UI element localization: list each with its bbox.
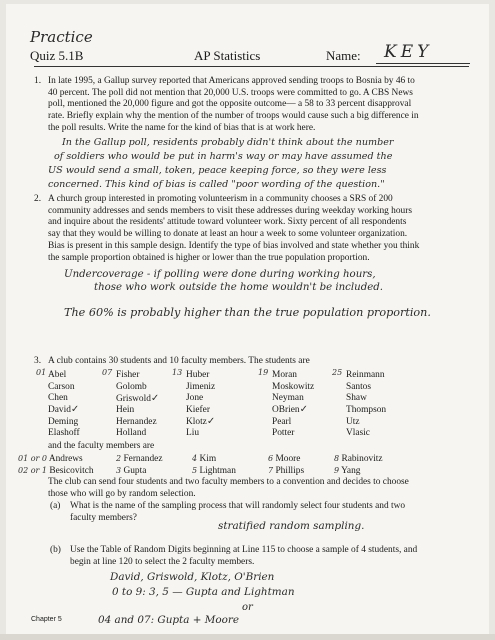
question-line: the poll results. Write the name for the kind of bias that is at work here. — [48, 122, 316, 133]
student-name: Holland — [116, 428, 147, 439]
faculty-roster — [18, 453, 383, 476]
name-underline — [376, 63, 470, 64]
faculty-number-mark: 4 — [192, 453, 198, 463]
part-label: (a) — [50, 501, 61, 511]
chapter-label: Chapter 5 — [31, 616, 62, 623]
checkmark-icon: ✓ — [299, 404, 308, 416]
question-line: In late 1995, a Gallup survey reported that Americans approved sending troops to Bosnia by 46 to — [48, 76, 415, 86]
faculty-name: Andrews — [48, 453, 83, 464]
faculty-name: Gupta — [123, 465, 147, 476]
checkmark-icon: ✓ — [150, 392, 160, 404]
student-roster — [48, 369, 386, 439]
question-line: What is the name of the sampling process that will randomly select four students and two — [70, 501, 406, 511]
student-name: Fisher — [116, 369, 140, 380]
question-line: those who will go by random selection. — [48, 488, 196, 499]
answer-line: of soldiers who would be put in harm's way or may have assumed the — [54, 151, 393, 162]
question-line: A church group interested in promoting volunteerism in a community chooses a SRS of 200 — [48, 194, 393, 204]
name-value: KEY — [384, 42, 433, 62]
answer-line: 0 to 9: 3, 5 — Gupta and Lightman — [112, 586, 295, 598]
roster-row — [48, 427, 386, 439]
question-line: Bias is present in this sample design. Identify the type of bias involved and state whether you think — [48, 240, 420, 251]
question-line: and inquire about the residents' attitude toward volunteer work. Sixty percent of all respondents — [48, 217, 407, 228]
student-name: Liu — [186, 428, 200, 439]
student-name: Kiefer — [186, 404, 210, 415]
answer-3b-alternative: 04 and 07: Gupta + Moore — [98, 614, 239, 626]
worksheet-page — [6, 4, 489, 636]
faculty-number-mark: 7 — [268, 465, 274, 475]
faculty-name: Kim — [199, 453, 217, 464]
faculty-name: Rabinovitz — [341, 453, 383, 464]
student-name: Thompson — [346, 404, 387, 415]
part-label: (b) — [50, 545, 61, 555]
name-label: Name: — [326, 48, 361, 63]
question-2 — [34, 194, 478, 264]
student-name: Abel — [48, 369, 67, 380]
student-name: Huber — [186, 369, 210, 380]
faculty-number-mark: 01 or 0 — [18, 453, 47, 463]
answer-1 — [48, 136, 488, 192]
roster-row — [18, 453, 383, 465]
student-name: Reinmann — [346, 369, 385, 380]
question-line: 40 percent. The poll did not mention that 20,000 U.S. troops were committed to go. A CBS News — [48, 87, 413, 98]
question-line: faculty members? — [70, 512, 137, 523]
faculty-name: Besicovitch — [49, 465, 94, 476]
part-b — [50, 545, 474, 568]
answer-line: those who work outside the home wouldn't be included. — [94, 282, 384, 293]
question-number: 3. — [34, 356, 42, 366]
practice-note: Practice — [30, 28, 93, 46]
student-number-mark: 07 — [102, 368, 113, 377]
question-number: 2. — [34, 194, 42, 204]
faculty-intro: and the faculty members are — [48, 441, 155, 451]
quiz-title: Quiz 5.1B — [30, 48, 84, 63]
question-3 — [34, 356, 478, 368]
roster-row — [48, 392, 386, 404]
student-name: Jimeniz — [186, 381, 216, 392]
faculty-name: Fernandez — [123, 453, 163, 464]
answer-line: concerned. This kind of bias is called "poor wording of the question." — [48, 179, 385, 190]
roster-row — [48, 416, 386, 428]
answer-3a: stratified random sampling. — [218, 520, 365, 532]
student-name: Potter — [272, 428, 295, 439]
question-line: community addresses and sends members to visit these addresses during weekday working hours — [48, 205, 412, 216]
answer-line: David, Griswold, Klotz, O'Brien — [110, 571, 275, 583]
student-name: Vlasic — [346, 428, 370, 439]
answer-line: The 60% is probably higher than the true population proportion. — [64, 306, 431, 319]
checkmark-icon: ✓ — [206, 416, 216, 428]
student-name: Elashoff — [48, 428, 80, 439]
answer-line: Undercoverage - if polling were done during working hours, — [64, 269, 376, 280]
faculty-number-mark: 5 — [192, 465, 198, 475]
faculty-number-mark: 02 or 1 — [18, 465, 47, 475]
faculty-name: Yang — [341, 465, 361, 476]
question-line: the sample proportion obtained is higher or lower than the true population proportion. — [48, 252, 370, 263]
student-name: Santos — [346, 381, 372, 392]
question-line: Use the Table of Random Digits beginning at Line 115 to choose a sample of 4 students, and — [70, 545, 418, 555]
student-name: Jone — [186, 393, 204, 404]
student-number-mark: 19 — [258, 368, 269, 377]
question-line: rate. Briefly explain why the mention of the number of troops would cause such a big difference in — [48, 111, 419, 122]
roster-row — [18, 465, 383, 477]
faculty-number-mark: 6 — [268, 453, 274, 463]
question-line: A club contains 30 students and 10 faculty members. The students are — [48, 356, 310, 366]
student-name: Golomb — [116, 381, 147, 392]
course-title: AP Statistics — [194, 48, 261, 63]
faculty-number-mark: 8 — [334, 453, 340, 463]
student-name: David — [48, 405, 71, 416]
question-line: begin at line 120 to select the 2 faculty members. — [70, 556, 255, 567]
roster-row — [48, 381, 386, 393]
student-name: Neyman — [272, 393, 304, 404]
student-name: Klotz — [186, 417, 207, 428]
student-name: Hein — [116, 404, 135, 415]
faculty-name: Moore — [275, 453, 301, 464]
roster-row — [48, 404, 386, 416]
answer-3b-or: or — [242, 602, 253, 613]
question-line: The club can send four students and two faculty members to a convention and decides to choose — [48, 477, 409, 487]
faculty-number-mark: 2 — [116, 453, 122, 463]
student-name: Utz — [346, 416, 360, 427]
student-number-mark: 25 — [332, 368, 343, 377]
student-name: Moran — [272, 369, 297, 380]
faculty-number-mark: 9 — [334, 465, 340, 475]
student-name: OBrien — [272, 405, 300, 416]
scan-edge — [0, 634, 495, 640]
student-number-mark: 01 — [36, 368, 47, 377]
question-1 — [34, 76, 478, 135]
header-rule — [34, 66, 469, 67]
answer-line: US would send a small, token, peace keeping force, so they were less — [48, 165, 387, 176]
question-line: poll, mentioned the 20,000 figure and got the opposite outcome— a 58 to 33 percent disapproval — [48, 99, 412, 110]
faculty-name: Lightman — [199, 465, 236, 476]
checkmark-icon: ✓ — [70, 404, 80, 416]
student-name: Deming — [48, 416, 79, 427]
student-name: Hernandez — [116, 416, 157, 427]
student-name: Moskowitz — [272, 381, 315, 392]
faculty-name: Phillips — [275, 465, 305, 476]
student-name: Carson — [48, 381, 75, 392]
student-name: Shaw — [346, 393, 367, 404]
student-name: Griswold — [116, 393, 151, 404]
answer-2 — [64, 268, 484, 319]
answer-line: In the Gallup poll, residents probably didn't think about the number — [62, 137, 394, 148]
student-name: Chen — [48, 393, 68, 404]
faculty-number-mark: 3 — [116, 465, 122, 475]
question-line: say that they would be willing to donate at least an hour a week to some volunteer organization. — [48, 229, 408, 240]
student-number-mark: 13 — [172, 368, 183, 377]
question-number: 1. — [34, 76, 42, 86]
answer-3b — [110, 570, 430, 600]
question-3-closing — [48, 477, 478, 500]
roster-row — [48, 369, 386, 381]
student-name: Pearl — [272, 416, 292, 427]
